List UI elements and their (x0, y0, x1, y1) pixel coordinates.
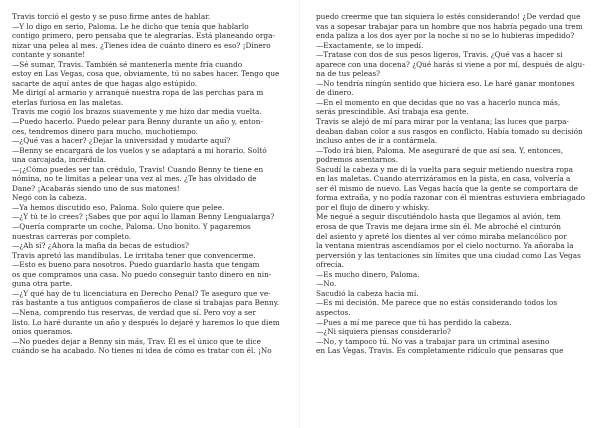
text-line: vas a sopesar trabajar para un hombre que nos habría pegado una trem (316, 21, 583, 31)
text-line: —Puedo hacerlo. Puedo pelear para Benny durante un año y, enton- (12, 117, 263, 127)
text-line: Sacudió la cabeza hacia mí. (316, 288, 419, 298)
text-line: nizar una pelea al mes. ¿Tienes idea de cuánto dinero es eso? ¡Dinero (12, 40, 271, 50)
text-line: Dane? ¡Acabarás siendo uno de sus matones! (12, 183, 180, 193)
text-line: guna otra parte. (12, 279, 73, 289)
text-line: —¿Y qué hay de tu licenciatura en Derecho Penal? Te aseguro que ve- (12, 288, 271, 298)
text-line: del asiento y apreté los dientes al ver cómo miraba melancólico por (316, 231, 567, 241)
text-line: aspectos. (316, 307, 351, 317)
text-line: Travis torció el gesto y se puso firme antes de hablar. (12, 12, 211, 21)
text-line: en las maletas. Cuando aterrizáramos en la pista, en casa, volvería a (316, 174, 571, 184)
text-line: de dinero. (316, 88, 354, 98)
text-line: —Nena, comprendo tus reservas, de verdad que sí. Pero voy a ser (12, 307, 256, 317)
text-line: —Tratase con dos de sus pesos ligeros, Travis. ¿Qué vas a hacer si (316, 50, 563, 60)
text-line: —Todo irá bien, Paloma. Me aseguraré de que así sea. Y, entonces, (316, 145, 564, 155)
text-line: —No tendría ningún sentido que hiciera eso. Le haré ganar montones (316, 78, 575, 88)
text-line: —Pues a mí me parece que tú has perdido la cabeza. (316, 317, 512, 327)
text-line: —No puedes dejar a Benny sin más, Trav. Él es el único que te dice (12, 336, 261, 346)
left-page (12, 12, 284, 356)
text-line: podremos asentarnos. (316, 155, 398, 165)
text-line: —En el momento en que decidas que no vas a hacerlo nunca más, (316, 97, 561, 107)
text-line: contante y sonante! (12, 50, 86, 60)
text-line: nuestras carreras por completo. (12, 231, 132, 241)
text-line: estoy en Las Vegas, cosa que, obviamente, tú no sabes hacer. Tengo que (12, 69, 280, 79)
text-line: una carcajada, incrédula. (12, 155, 107, 165)
text-line: —Es mucho dinero, Paloma. (316, 269, 420, 279)
right-page (316, 12, 588, 356)
text-line: listo. Lo haré durante un año y después lo dejaré y haremos lo que diem (12, 317, 280, 327)
text-line: eterlas furiosa en las maletas. (12, 97, 124, 107)
text-line: deaban daban color a sus rasgos en conflicto. Había tomado su decisión (316, 126, 583, 136)
text-line: —Exactamente, se lo impedí. (316, 40, 424, 50)
text-line: —No, y tampoco tú. No vas a trabajar para un criminal asesino (316, 336, 550, 346)
text-line: —No. (316, 279, 337, 289)
text-line: —¡¿Cómo puedes ser tan crédulo, Travis! Cuando Benny te tiene en (12, 164, 264, 174)
text-line: aparece con una docena? ¿Qué harás si viene a por mí, después de algu- (316, 59, 585, 69)
text-line: sacarte de aquí antes de que hagas algo estúpido. (12, 78, 198, 88)
text-line: —¿Y tú te lo crees? ¡Sabes que por aquí lo llaman Benny Lengualarga? (12, 212, 275, 222)
text-line: ofrecía. (316, 260, 344, 270)
text-line: enda paliza a los dos ayer por la noche si no se lo hubieras impedido? (316, 31, 575, 41)
text-line: cuándo se ha acabado. No tienes ni idea de cómo es tratar con él. ¡No (12, 346, 272, 356)
text-line: —Y lo digo en serio, Paloma. Le he dicho que tenía que hablarlo (12, 21, 249, 31)
text-line: la ventana mientras ascendíamos por el cielo nocturno. Ya añoraba la (316, 241, 574, 251)
text-line: —¿Qué vas a hacer? ¿Dejar la universidad y mudarte aquí? (12, 136, 231, 146)
text-line: forma extraña, y no podía razonar con él mientras estuviera embriagado (316, 193, 585, 203)
text-line: ces, tendremos dinero para mucho, muchotiempo. (12, 126, 198, 136)
text-line: Sacudí la cabeza y me di la vuelta para seguir metiendo nuestra ropa (316, 164, 573, 174)
text-line: Travis me cogió los brazos suavemente y me hizo dar media vuelta. (12, 107, 262, 117)
text-line: perversión y las tentaciones sin límites que una ciudad como Las Vegas (316, 250, 581, 260)
text-line: incluso antes de ir a contármela. (316, 136, 438, 146)
text-line: os que compramos una casa. No puedo conseguir tanto dinero en nin- (12, 269, 272, 279)
text-line: Travis se alejó de mí para mirar por la ventana; las luces que parpa- (316, 117, 569, 127)
text-line: rás bastante a tus antiguos compañeros de clase si trabajas para Benny. (12, 298, 280, 308)
text-line: —¿Ni siquiera piensas considerarlo? (316, 327, 451, 337)
text-line: por el flujo de dinero y whisky. (316, 202, 430, 212)
text-line: contigo primero, pero pensaba que te alegrarías. Está planeando orga- (12, 31, 275, 41)
text-line: —Quería comprarte un coche, Paloma. Uno bonito. Y pagaremos (12, 222, 251, 232)
text-line: na de tus peleas? (316, 69, 381, 79)
text-line: Me dirigí al armario y arranqué nuestra ropa de las perchas para m (12, 88, 264, 98)
text-line: —Benny se encargará de los vuelos y se adaptará a mi horario. Soltó (12, 145, 267, 155)
text-line: —¿Ah sí? ¿Ahora la mafia da becas de estudios? (12, 241, 189, 251)
text-line: Travis apretó las mandíbulas. Le irritaba tener que convencerme. (12, 250, 256, 260)
text-line: serás prescindible. Así trabaja esa gente. (316, 107, 469, 117)
text-line: —Sé sumar, Travis. También sé mantenerla mente fría cuando (12, 59, 243, 69)
text-line: Me negué a seguir discutiéndolo hasta que llegamos al avión, tem (316, 212, 561, 222)
text-line: erosa de que Travis me dejara irme sin él. Me abroché el cinturón (316, 222, 561, 232)
text-line: ser él mismo de nuevo. Las Vegas hacía que la gente se comportara de (316, 183, 578, 193)
text-line: —Esto es bueno para nosotros. Puedo guardarlo hasta que tengam (12, 260, 260, 270)
text-line: puedo creerme que tan siquiera lo estés considerando! ¿De verdad que (316, 12, 581, 21)
text-line: Negó con la cabeza. (12, 193, 87, 203)
text-line: nómina, no te limitas a pelear una vez al mes. ¿Te has olvidado de (12, 174, 257, 184)
text-line: —Es mi decisión. Me parece que no estás considerando todos los (316, 298, 558, 308)
text-line: —Ya hemos discutido eso, Paloma. Solo quiere que pelee. (12, 202, 225, 212)
text-line: en Las Vegas, Travis. Es completamente ridículo que pensaras que (316, 346, 564, 356)
page-gutter (299, 0, 300, 428)
text-line: onios queramos. (12, 327, 73, 337)
